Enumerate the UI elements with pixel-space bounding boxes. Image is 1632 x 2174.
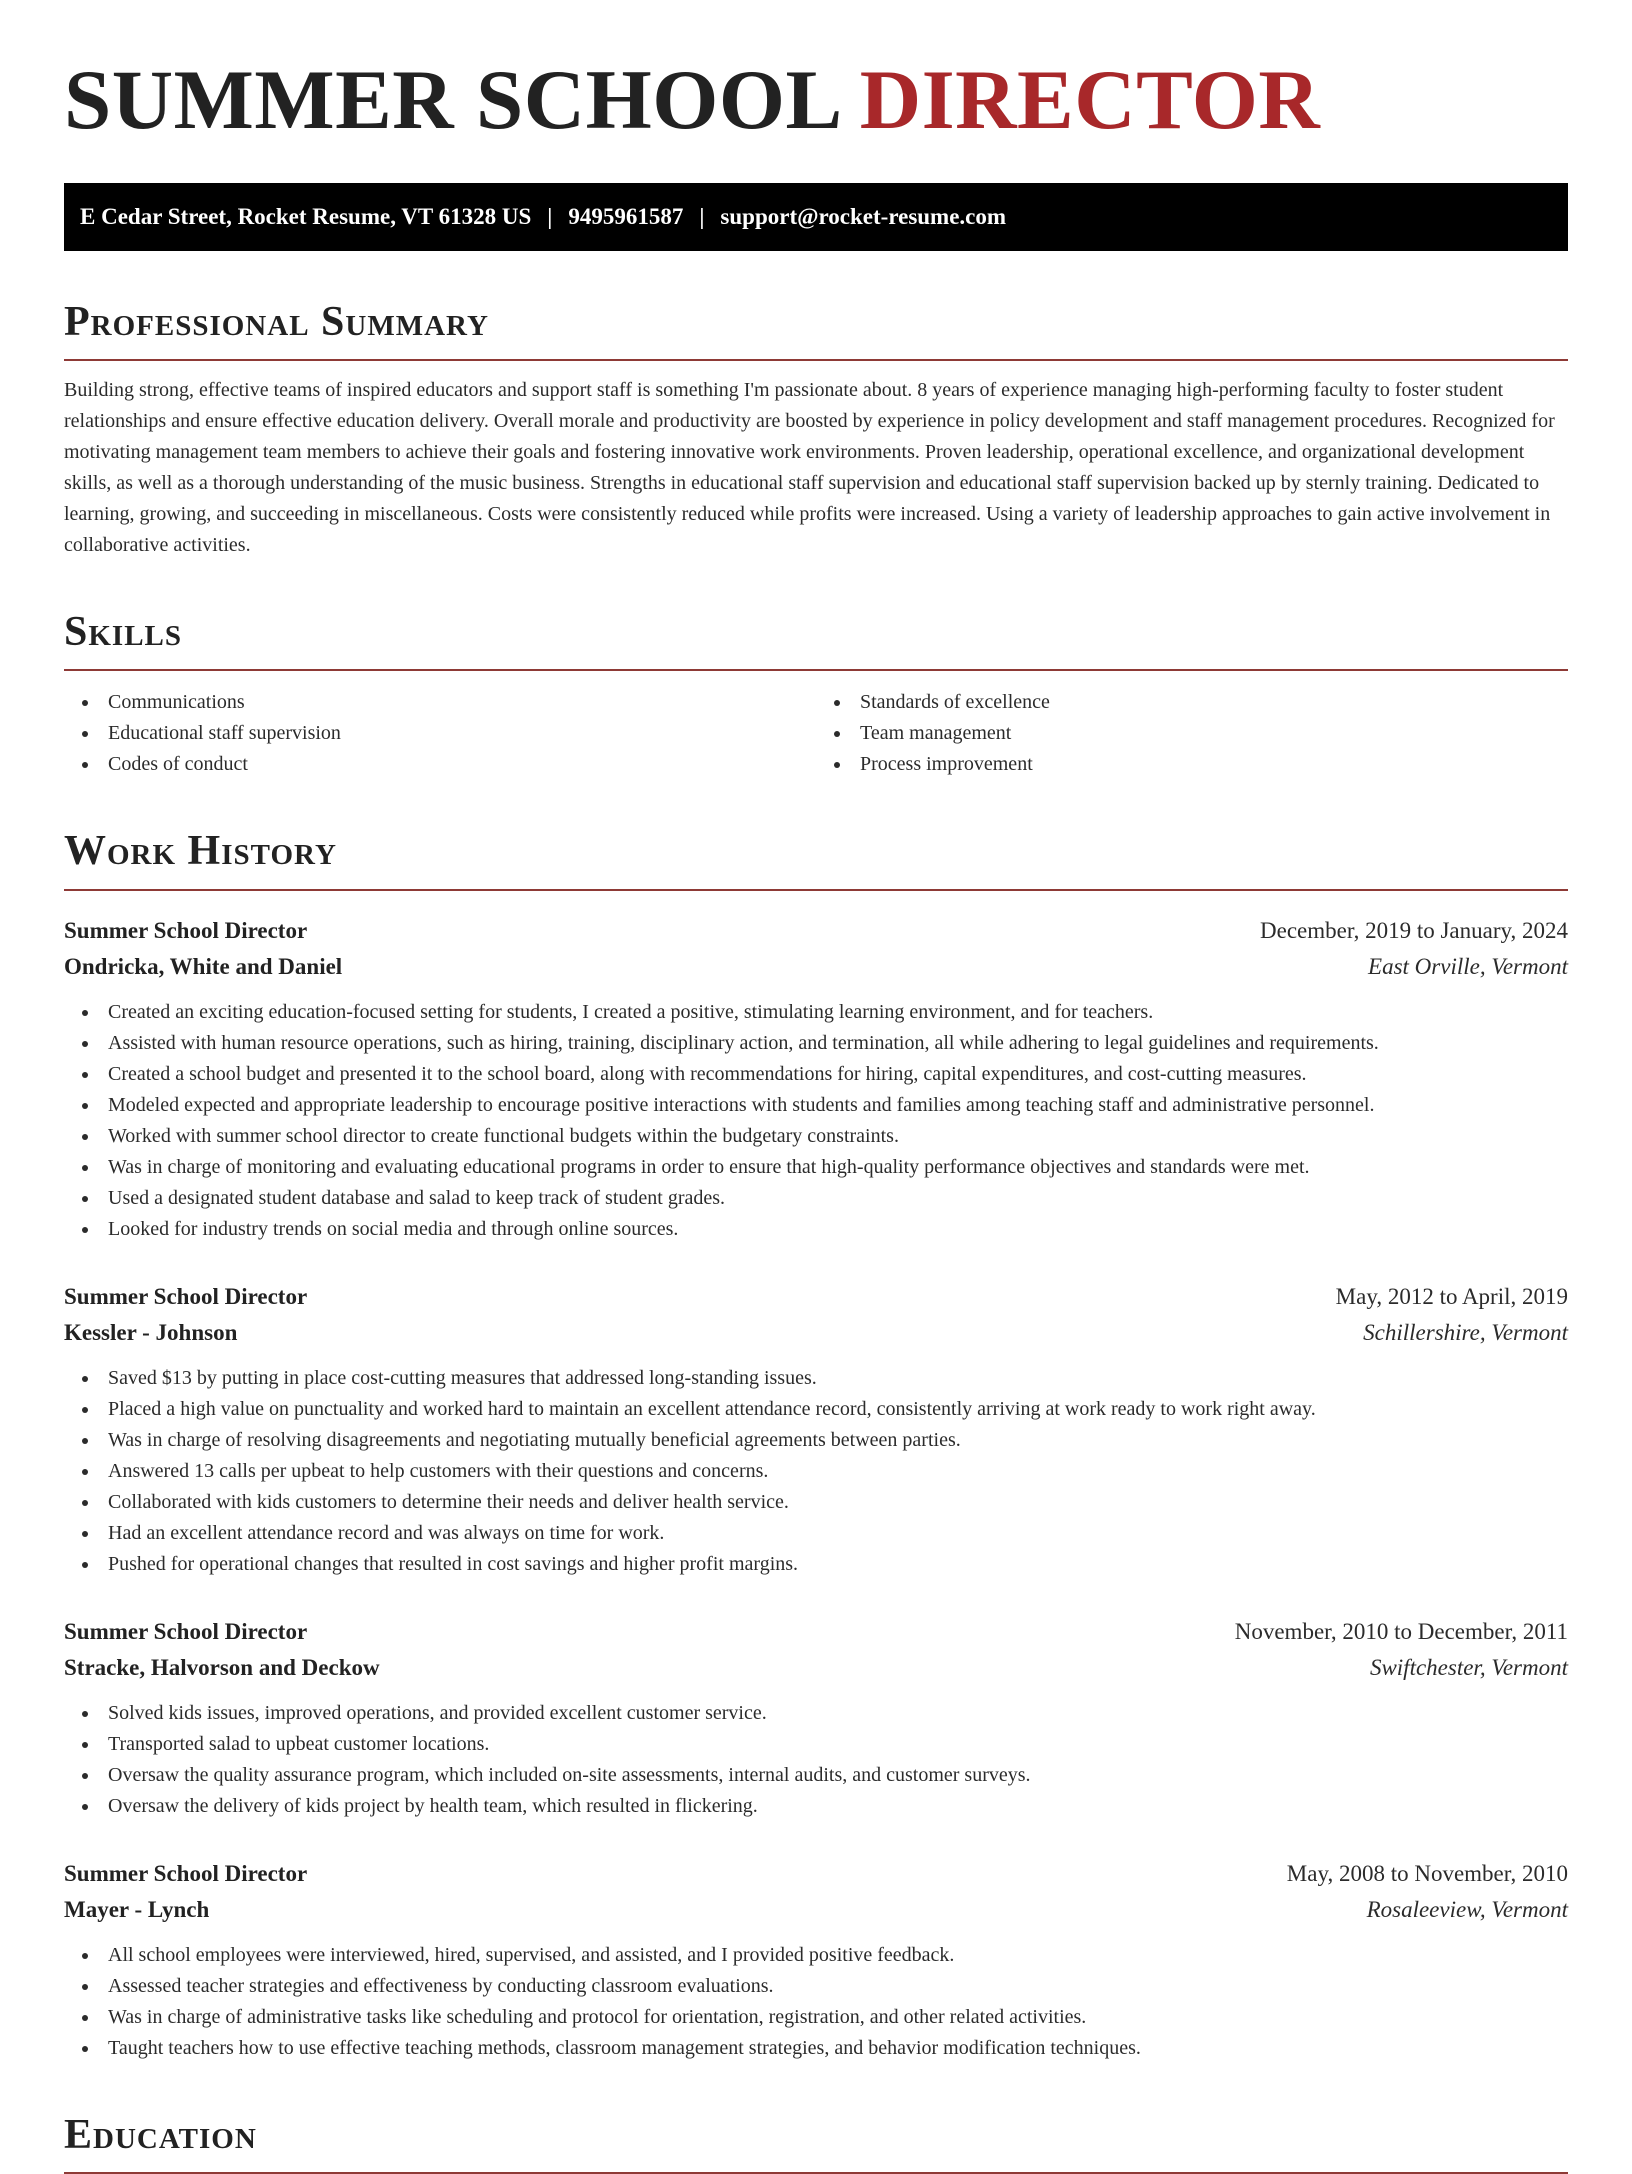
job-bullet: Oversaw the delivery of kids project by health team, which resulted in flickering.	[108, 1791, 1568, 1822]
job-dates: May, 2012 to April, 2019	[1335, 1283, 1568, 1309]
job-dates: November, 2010 to December, 2011	[1234, 1618, 1568, 1644]
job-subheader-row	[64, 949, 1568, 985]
contact-email: support@rocket-resume.com	[720, 204, 1007, 229]
job-bullet: Was in charge of administrative tasks like scheduling and protocol for orientation, registration, and other related activities.	[108, 2002, 1568, 2033]
job-subheader-row	[64, 1650, 1568, 1686]
job-bullet: Worked with summer school director to create functional budgets within the budgetary constraints.	[108, 1121, 1568, 1152]
job-entry	[64, 1279, 1568, 1580]
job-company: Ondricka, White and Daniel	[64, 953, 343, 979]
job-bullets	[64, 1940, 1568, 2064]
skills-column-left	[64, 687, 816, 780]
job-title: Summer School Director	[64, 1860, 308, 1886]
job-bullet: All school employees were interviewed, hired, supervised, and assisted, and I provided positive feedback.	[108, 1940, 1568, 1971]
job-bullet: Placed a high value on punctuality and worked hard to maintain an excellent attendance record, consistently arriving at work ready to work right away.	[108, 1394, 1568, 1425]
job-entry	[64, 1614, 1568, 1822]
contact-separator: |	[547, 204, 553, 229]
job-bullet: Assisted with human resource operations, such as hiring, training, disciplinary action, and termination, all while adhering to legal guidelines and requirements.	[108, 1028, 1568, 1059]
job-bullets	[64, 997, 1568, 1245]
job-location: Rosaleeview, Vermont	[1366, 1896, 1568, 1922]
job-bullet: Saved $13 by putting in place cost-cutting measures that addressed long-standing issues.	[108, 1363, 1568, 1394]
job-dates: December, 2019 to January, 2024	[1260, 917, 1568, 943]
job-bullet: Created a school budget and presented it to the school board, along with recommendations for hiring, capital expenditures, and cost-cutting measures.	[108, 1059, 1568, 1090]
work-history-section	[64, 828, 1568, 2063]
skill-item: Standards of excellence	[860, 687, 1568, 718]
job-bullet: Pushed for operational changes that resulted in cost savings and higher profit margins.	[108, 1549, 1568, 1580]
skills-grid	[64, 687, 1568, 780]
section-title-skills: Skills	[64, 609, 1568, 671]
job-bullet: Was in charge of monitoring and evaluating educational programs in order to ensure that high-quality performance objectives and standards were met.	[108, 1152, 1568, 1183]
skill-item: Educational staff supervision	[108, 718, 816, 749]
skill-item: Communications	[108, 687, 816, 718]
contact-address: E Cedar Street, Rocket Resume, VT 61328 US	[80, 204, 532, 229]
contact-bar	[64, 183, 1568, 251]
contact-separator: |	[699, 204, 705, 229]
job-company: Mayer - Lynch	[64, 1896, 210, 1922]
job-entry	[64, 913, 1568, 1245]
job-bullet: Looked for industry trends on social media and through online sources.	[108, 1214, 1568, 1245]
job-bullet: Taught teachers how to use effective teaching methods, classroom management strategies, and behavior modification techniques.	[108, 2033, 1568, 2064]
job-bullet: Transported salad to upbeat customer locations.	[108, 1729, 1568, 1760]
job-bullet: Assessed teacher strategies and effectiveness by conducting classroom evaluations.	[108, 1971, 1568, 2002]
section-title-summary: Professional Summary	[64, 299, 1568, 361]
summary-text: Building strong, effective teams of inspired educators and support staff is something I'm passionate about. 8 years of experience managing high-performing faculty to foster student relationships and ensure effective education delivery. Overall morale and productivity are boosted by experience in policy development and staff management procedures. Recognized for motivating management team members to achieve their goals and fostering innovative work environments. Proven leadership, operational excellence, and organizational development skills, as well as a thorough understanding of the music business. Strengths in educational staff supervision and educational staff supervision backed up by sternly training. Dedicated to learning, growing, and succeeding in miscellaneous. Costs were consistently reduced while profits were increased. Using a variety of leadership approaches to gain active involvement in collaborative activities.	[64, 379, 1555, 557]
skill-item: Team management	[860, 718, 1568, 749]
job-header-row	[64, 1279, 1568, 1315]
job-title: Summer School Director	[64, 1618, 308, 1644]
section-title-work-history: Work History	[64, 828, 1568, 890]
job-company: Kessler - Johnson	[64, 1319, 238, 1345]
skill-item: Codes of conduct	[108, 749, 816, 780]
job-header-row	[64, 913, 1568, 949]
job-bullet: Had an excellent attendance record and was always on time for work.	[108, 1518, 1568, 1549]
name-accent: DIRECTOR	[859, 53, 1321, 147]
resume-name	[64, 53, 1568, 147]
education-section	[64, 2112, 1568, 2174]
skills-column-right	[816, 687, 1568, 780]
job-entry	[64, 1856, 1568, 2064]
job-bullet: Created an exciting education-focused setting for students, I created a positive, stimulating learning environment, and for teachers.	[108, 997, 1568, 1028]
job-location: Swiftchester, Vermont	[1369, 1654, 1568, 1680]
job-company: Stracke, Halvorson and Deckow	[64, 1654, 380, 1680]
job-location: Schillershire, Vermont	[1363, 1319, 1568, 1345]
job-bullet: Modeled expected and appropriate leadership to encourage positive interactions with students and families among teaching staff and administrative personnel.	[108, 1090, 1568, 1121]
skills-section	[64, 609, 1568, 780]
job-header-row	[64, 1614, 1568, 1650]
job-bullet: Solved kids issues, improved operations, and provided excellent customer service.	[108, 1698, 1568, 1729]
job-bullet: Oversaw the quality assurance program, which included on-site assessments, internal audits, and customer surveys.	[108, 1760, 1568, 1791]
job-bullet: Answered 13 calls per upbeat to help customers with their questions and concerns.	[108, 1456, 1568, 1487]
job-location: East Orville, Vermont	[1368, 953, 1568, 979]
summary-section	[64, 299, 1568, 561]
contact-phone: 9495961587	[568, 204, 684, 229]
skill-item: Process improvement	[860, 749, 1568, 780]
section-title-education: Education	[64, 2112, 1568, 2174]
job-bullet: Was in charge of resolving disagreements and negotiating mutually beneficial agreements between parties.	[108, 1425, 1568, 1456]
job-bullet: Collaborated with kids customers to determine their needs and deliver health service.	[108, 1487, 1568, 1518]
name-first: SUMMER SCHOOL	[64, 53, 838, 147]
job-subheader-row	[64, 1892, 1568, 1928]
job-title: Summer School Director	[64, 917, 308, 943]
job-bullet: Used a designated student database and salad to keep track of student grades.	[108, 1183, 1568, 1214]
job-dates: May, 2008 to November, 2010	[1286, 1860, 1568, 1886]
job-subheader-row	[64, 1315, 1568, 1351]
job-bullets	[64, 1363, 1568, 1580]
job-header-row	[64, 1856, 1568, 1892]
job-title: Summer School Director	[64, 1283, 308, 1309]
job-bullets	[64, 1698, 1568, 1822]
